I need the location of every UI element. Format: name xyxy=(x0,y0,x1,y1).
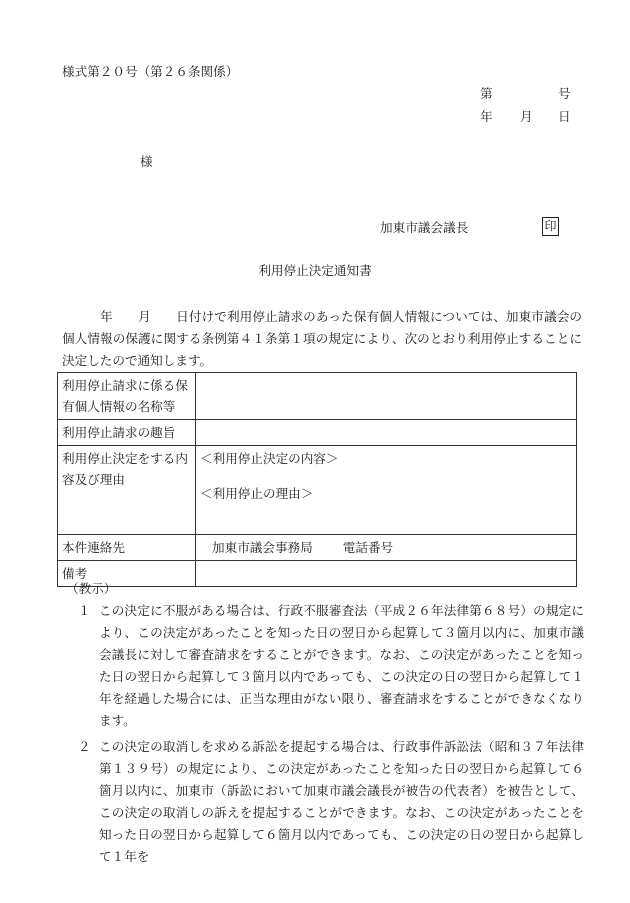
table-row xyxy=(58,535,577,561)
contact-office: 加東市議会事務局 xyxy=(212,540,313,555)
table-row xyxy=(58,561,577,587)
value-remarks xyxy=(196,561,577,587)
value-info-name xyxy=(196,373,577,420)
value-decision xyxy=(196,446,577,535)
notice-item-text: この決定に不服がある場合は、行政不服審査法（平成２６年法律第６８号）の規定により、この決定があったことを知った日の翌日から起算して３箇月以内に、加東市議会議長に対して審査請求をすることができます。なお、この決定があったことを知った日の翌日から起算して３箇月以内であっても、この決定の日の翌日から起算して１年を経過した場合には、正当な理由がない限り、審査請求をすることができなくなります。 xyxy=(99,603,584,728)
document-body xyxy=(62,306,582,372)
info-table xyxy=(57,372,577,587)
notice-item-2 xyxy=(78,736,584,868)
row-label-request-purpose: 利用停止請求の趣旨 xyxy=(58,420,196,446)
notice-heading: （教示） xyxy=(66,581,117,596)
number-prefix: 第 xyxy=(480,86,493,101)
decision-content-heading: ＜利用停止決定の内容＞ xyxy=(200,451,339,466)
row-label-decision: 利用停止決定をする内容及び理由 xyxy=(58,446,196,535)
row-label-info-name: 利用停止請求に係る保有個人情報の名称等 xyxy=(58,373,196,420)
sender-title: 加東市議会議長 xyxy=(380,220,469,235)
notice-item-number: ２ xyxy=(78,739,91,754)
body-paragraph: 年 月 日付けで利用停止請求のあった保有個人情報については、加東市議会の個人情報の保護に関する条例第４１条第１項の規定により、次のとおり利用停止することに決定したので通知します。 xyxy=(62,309,582,368)
table-row xyxy=(58,373,577,420)
document-title: 利用停止決定通知書 xyxy=(258,263,372,278)
date-day: 日 xyxy=(558,109,571,124)
date-year: 年 xyxy=(480,109,493,124)
notice-item-1 xyxy=(78,600,584,732)
contact-phone-label: 電話番号 xyxy=(342,540,394,555)
decision-reason-heading: ＜利用停止の理由＞ xyxy=(200,486,314,501)
number-suffix: 号 xyxy=(558,86,571,101)
table-row xyxy=(58,420,577,446)
notice-item-text: この決定の取消しを求める訴訟を提起する場合は、行政事件訴訟法（昭和３７年法律第１３９号）の規定により、この決定があったことを知った日の翌日から起算して６箇月以内に、加東市（訴訟において加東市議会議長が被告の代表者）を被告として、この決定の取消しの訴えを提起することができます。なお、この決定があったことを知った日の翌日から起算して６箇月以内であっても、この決定の日の翌日から起算して１年を xyxy=(99,739,584,864)
seal-mark: 印 xyxy=(542,217,559,236)
value-contact xyxy=(196,535,577,561)
row-label-remarks: 備考 xyxy=(58,561,196,587)
row-label-contact: 本件連絡先 xyxy=(58,535,196,561)
value-request-purpose xyxy=(196,420,577,446)
notice-item-number: １ xyxy=(78,603,91,618)
date-month: 月 xyxy=(520,109,533,124)
form-number-label: 様式第２０号（第２６条関係） xyxy=(62,64,239,79)
addressee-honorific: 様 xyxy=(140,154,153,169)
table-row xyxy=(58,446,577,535)
